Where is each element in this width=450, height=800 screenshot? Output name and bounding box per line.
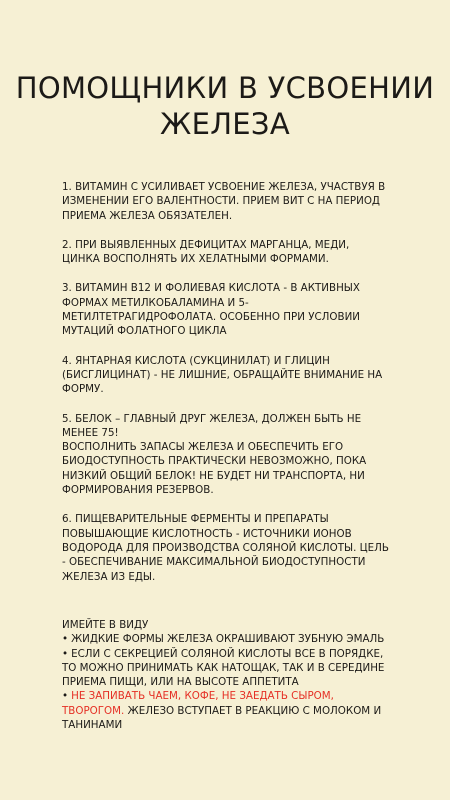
note-bullet-1 xyxy=(62,632,402,646)
note-bullet-1-text: ЖИДКИЕ ФОРМЫ ЖЕЛЕЗА ОКРАШИВАЮТ ЗУБНУЮ ЭМАЛЬ xyxy=(71,633,385,646)
note-bullet-3-text: ЖЕЛЕЗО ВСТУПАЕТ В РЕАКЦИЮ С МОЛОКОМ И ТАНИНАМИ xyxy=(62,704,382,732)
page-title-line-1: ПОМОЩНИКИ В УСВОЕНИИ xyxy=(15,71,435,105)
bullet-icon: • xyxy=(62,647,69,660)
tip-paragraph-2: 2. ПРИ ВЫЯВЛЕННЫХ ДЕФИЦИТАХ МАРГАНЦА, МЕДИ, ЦИНКА ВОСПОЛНЯТЬ ИХ ХЕЛАТНЫМИ ФОРМАМИ. xyxy=(62,238,350,266)
bullet-icon: • xyxy=(62,690,69,703)
note-bullet-2 xyxy=(62,647,402,690)
tip-paragraph-5: 5. БЕЛОК – ГЛАВНЫЙ ДРУГ ЖЕЛЕЗА, ДОЛЖЕН БЫТЬ НЕ МЕНЕЕ 75! ВОСПОЛНИТЬ ЗАПАСЫ ЖЕЛЕЗА И ОБЕСПЕЧИТЬ ЕГО БИОДОСТУПНОСТЬ ПРАКТИЧЕСКИ НЕВОЗМОЖНО, ПОКА НИЗКИЙ ОБЩИЙ БЕЛОК! НЕ БУДЕТ НИ ТРАНСПОРТА, НИ ФОРМИРОВАНИЯ РЕЗЕРВОВ. xyxy=(62,412,367,497)
tip-paragraph-4: 4. ЯНТАРНАЯ КИСЛОТА (СУКЦИНИЛАТ) И ГЛИЦИН (БИСГЛИЦИНАТ) - НЕ ЛИШНИЕ, ОБРАЩАЙТЕ ВНИМАНИЕ НА ФОРМУ. xyxy=(62,354,383,396)
note-heading: ИМЕЙТЕ В ВИДУ xyxy=(62,619,149,631)
page-title xyxy=(0,70,450,142)
note-bullet-2-text: ЕСЛИ С СЕКРЕЦИЕЙ СОЛЯНОЙ КИСЛОТЫ ВСЕ В ПОРЯДКЕ, ТО МОЖНО ПРИНИМАТЬ КАК НАТОЩАК, ТАК И В СЕРЕДИНЕ ПРИЕМА ПИЩИ, ИЛИ НА ВЫСОТЕ АППЕТИТА xyxy=(62,647,385,689)
note-bullet-3-warning: НЕ ЗАПИВАТЬ ЧАЕМ, КОФЕ, НЕ ЗАЕДАТЬ СЫРОМ, ТВОРОГОМ. xyxy=(62,690,334,717)
page-title-line-2: ЖЕЛЕЗА xyxy=(160,107,290,141)
tips-list xyxy=(62,180,402,599)
tip-paragraph-3: 3. ВИТАМИН В12 И ФОЛИЕВАЯ КИСЛОТА - В АКТИВНЫХ ФОРМАХ МЕТИЛКОБАЛАМИНА И 5- МЕТИЛТЕТРАГИДРОФОЛАТА. ОСОБЕННО ПРИ УСЛОВИИ МУТАЦИЙ ФОЛАТНОГО ЦИКЛА xyxy=(62,282,360,338)
note-bullet-3 xyxy=(62,689,402,732)
bullet-icon: • xyxy=(62,633,69,646)
tip-paragraph-1: 1. ВИТАМИН С УСИЛИВАЕТ УСВОЕНИЕ ЖЕЛЕЗА, УЧАСТВУЯ В ИЗМЕНЕНИИ ЕГО ВАЛЕНТНОСТИ. ПРИЕМ ВИТ С НА ПЕРИОД ПРИЕМА ЖЕЛЕЗА ОБЯЗАТЕЛЕН. xyxy=(62,181,386,222)
tip-paragraph-6: 6. ПИЩЕВАРИТЕЛЬНЫЕ ФЕРМЕНТЫ И ПРЕПАРАТЫ ПОВЫШАЮЩИЕ КИСЛОТНОСТЬ - ИСТОЧНИКИ ИОНОВ ВОДОРОДА ДЛЯ ПРОИЗВОДСТВА СОЛЯНОЙ КИСЛОТЫ. ЦЕЛЬ - ОБЕСПЕЧИВАНИЕ МАКСИМАЛЬНОЙ БИОДОСТУПНОСТИ ЖЕЛЕЗА ИЗ ЕДЫ. xyxy=(62,513,389,583)
note-section xyxy=(62,618,402,732)
